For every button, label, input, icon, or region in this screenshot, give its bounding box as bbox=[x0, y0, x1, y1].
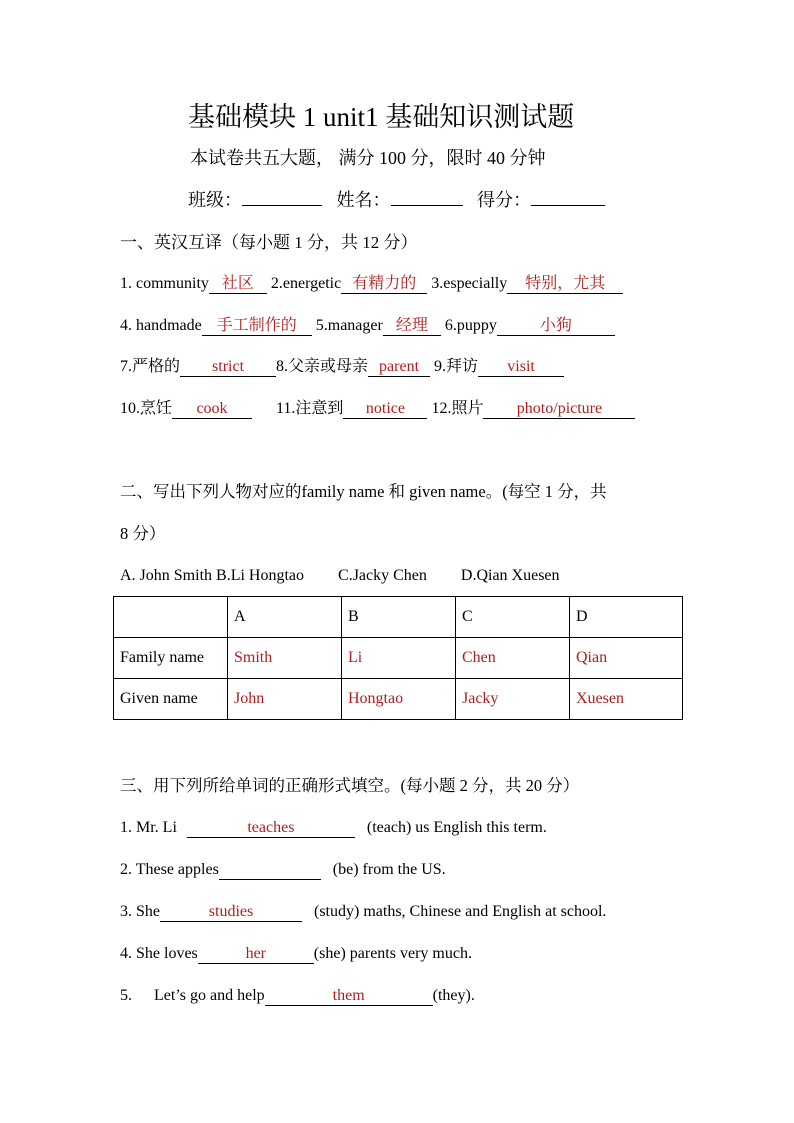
table-cell bbox=[114, 597, 228, 638]
answer-field[interactable]: teaches bbox=[187, 819, 355, 838]
table-answer-cell[interactable]: John bbox=[228, 679, 342, 720]
answer-field[interactable]: parent bbox=[368, 358, 430, 377]
item-prompt: handmade bbox=[136, 317, 202, 334]
item-prompt: 父亲或母亲 bbox=[288, 358, 369, 375]
fill-item-5 bbox=[120, 986, 475, 1006]
table-row bbox=[114, 638, 683, 679]
item-prompt: 照片 bbox=[451, 400, 484, 417]
item-prompt: puppy bbox=[456, 317, 497, 334]
item-text: Let’s go and help bbox=[154, 987, 265, 1004]
item-num: 1. bbox=[120, 819, 132, 836]
row-label: Given name bbox=[114, 679, 228, 720]
table-answer-cell[interactable]: Jacky bbox=[456, 679, 570, 720]
item-prompt: 烹饪 bbox=[140, 400, 173, 417]
table-answer-cell[interactable]: Chen bbox=[456, 638, 570, 679]
answer-field[interactable]: 经理 bbox=[383, 317, 441, 336]
section1-row-3 bbox=[120, 357, 564, 377]
answer-field[interactable]: 社区 bbox=[209, 275, 267, 294]
item-num: 2. bbox=[120, 861, 132, 878]
people-list bbox=[120, 566, 560, 586]
fill-item-3 bbox=[120, 902, 606, 922]
person-b: B.Li Hongtao bbox=[216, 567, 305, 584]
table-header: D bbox=[570, 597, 683, 638]
item-num: 3. bbox=[120, 903, 132, 920]
answer-field[interactable]: 小狗 bbox=[497, 317, 615, 336]
item-text: (teach) us English this term. bbox=[366, 819, 547, 836]
section1-row-4 bbox=[120, 399, 635, 419]
fill-item-1 bbox=[120, 818, 547, 838]
item-num: 9. bbox=[434, 358, 447, 375]
answer-field[interactable]: 有精力的 bbox=[341, 275, 427, 294]
person-a: A. John Smith bbox=[120, 567, 213, 584]
answer-field[interactable]: 特别，尤其 bbox=[507, 275, 623, 294]
answer-field[interactable]: notice bbox=[343, 400, 427, 419]
item-text: These apples bbox=[135, 861, 219, 878]
table-header-row bbox=[114, 597, 683, 638]
page-title: 基础模块 1 unit1 基础知识测试题 bbox=[188, 102, 575, 132]
section1-heading: 一、英汉互译（每小题 1 分，共 12 分） bbox=[120, 233, 418, 252]
item-num: 11. bbox=[276, 400, 296, 417]
item-text: (be) from the US. bbox=[332, 861, 446, 878]
item-text: (study) maths, Chinese and English at school. bbox=[314, 903, 607, 920]
section1-row-2 bbox=[120, 316, 615, 336]
answer-field[interactable]: 手工制作的 bbox=[202, 317, 312, 336]
section1-row-1 bbox=[120, 274, 623, 294]
table-answer-cell[interactable]: Hongtao bbox=[342, 679, 456, 720]
item-prompt: especially bbox=[443, 275, 508, 292]
table-header: A bbox=[228, 597, 342, 638]
item-num: 4. bbox=[120, 945, 132, 962]
person-d: D.Qian Xuesen bbox=[460, 567, 560, 584]
item-num: 7. bbox=[120, 358, 132, 375]
item-num: 8. bbox=[276, 358, 289, 375]
table-answer-cell[interactable]: Xuesen bbox=[570, 679, 683, 720]
item-num: 5. bbox=[120, 987, 132, 1004]
info-line bbox=[188, 188, 605, 212]
item-num: 1. bbox=[120, 275, 132, 292]
class-label: 班级： bbox=[188, 190, 242, 210]
table-row bbox=[114, 679, 683, 720]
answer-field[interactable]: studies bbox=[160, 903, 302, 922]
answer-field[interactable]: her bbox=[198, 945, 314, 964]
item-num: 2. bbox=[270, 275, 283, 292]
row-label: Family name bbox=[114, 638, 228, 679]
item-prompt: community bbox=[136, 275, 209, 292]
item-num: 5. bbox=[315, 317, 328, 334]
name-table bbox=[113, 596, 683, 720]
item-text: (she) parents very much. bbox=[313, 945, 472, 962]
answer-field[interactable]: them bbox=[265, 987, 433, 1006]
answer-field[interactable]: cook bbox=[172, 400, 252, 419]
table-header: C bbox=[456, 597, 570, 638]
item-prompt: 拜访 bbox=[446, 358, 479, 375]
section3-heading: 三、用下列所给单词的正确形式填空。(每小题 2 分，共 20 分） bbox=[120, 776, 580, 795]
name-label: 姓名： bbox=[336, 190, 391, 210]
class-field[interactable] bbox=[242, 189, 322, 206]
item-prompt: manager bbox=[327, 317, 383, 334]
item-num: 12. bbox=[431, 400, 452, 417]
item-num: 6. bbox=[444, 317, 457, 334]
person-c: C.Jacky Chen bbox=[338, 567, 427, 584]
item-prompt: 严格的 bbox=[132, 358, 181, 375]
section2-heading-cont: 8 分） bbox=[120, 524, 166, 543]
table-answer-cell[interactable]: Smith bbox=[228, 638, 342, 679]
answer-field[interactable] bbox=[219, 861, 321, 880]
answer-field[interactable]: strict bbox=[180, 358, 276, 377]
item-text: Mr. Li bbox=[136, 819, 177, 836]
score-label: 得分： bbox=[477, 190, 531, 210]
fill-item-4 bbox=[120, 944, 472, 964]
item-prompt: energetic bbox=[282, 275, 342, 292]
item-prompt: 注意到 bbox=[295, 400, 344, 417]
table-answer-cell[interactable]: Li bbox=[342, 638, 456, 679]
name-field[interactable] bbox=[391, 189, 463, 206]
score-field[interactable] bbox=[531, 189, 605, 206]
item-text: She loves bbox=[136, 945, 198, 962]
answer-field[interactable]: visit bbox=[478, 358, 564, 377]
answer-field[interactable]: photo/picture bbox=[483, 400, 635, 419]
item-text: (they). bbox=[432, 987, 475, 1004]
fill-item-2 bbox=[120, 860, 446, 880]
item-text: She bbox=[136, 903, 160, 920]
item-num: 4. bbox=[120, 317, 132, 334]
page-subtitle: 本试卷共五大题， 满分 100 分，限时 40 分钟 bbox=[190, 148, 546, 168]
item-num: 3. bbox=[431, 275, 444, 292]
item-num: 10. bbox=[120, 400, 140, 417]
table-answer-cell[interactable]: Qian bbox=[570, 638, 683, 679]
section2-heading: 二、写出下列人物对应的family name 和 given name。(每空 1 分，共 bbox=[120, 482, 607, 501]
table-header: B bbox=[342, 597, 456, 638]
